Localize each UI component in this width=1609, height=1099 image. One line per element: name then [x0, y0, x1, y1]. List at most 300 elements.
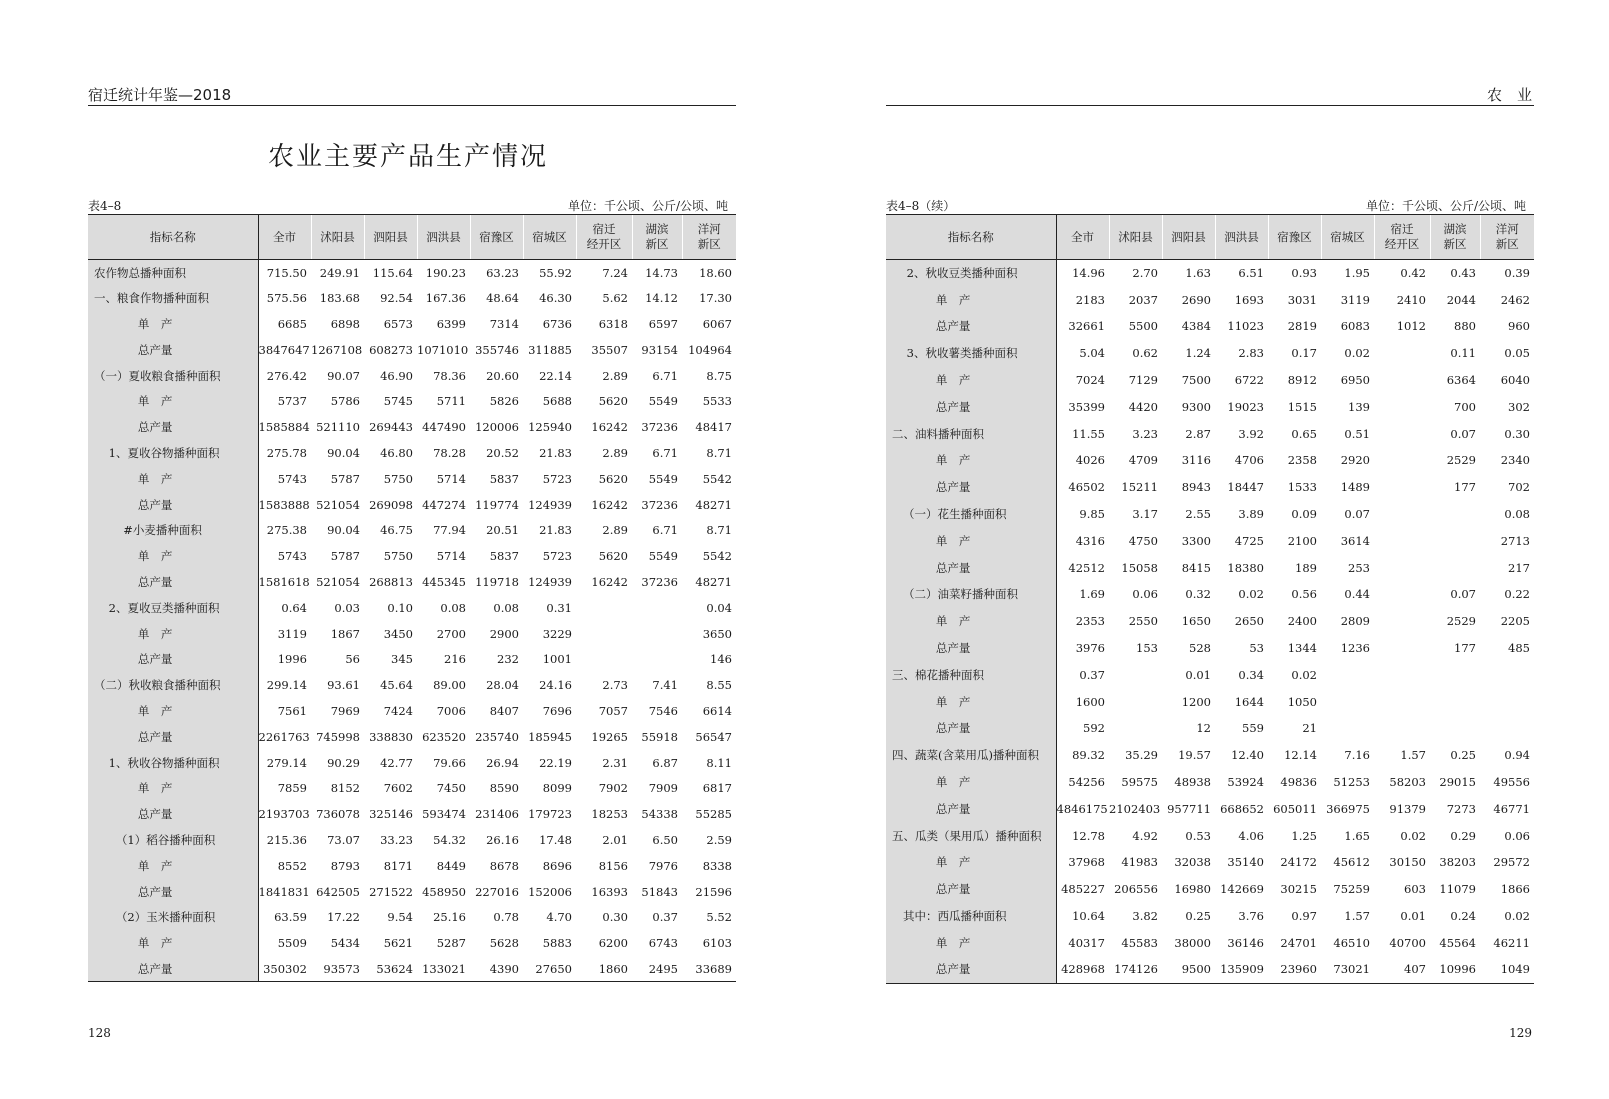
table-cell: 30215 [1280, 882, 1317, 897]
table-cell: 5743 [277, 471, 307, 486]
table-row [886, 635, 1534, 662]
table-cell: 37236 [641, 574, 678, 589]
table-cell: 0.02 [1400, 828, 1426, 843]
table-cell: 2102403 [1109, 801, 1161, 816]
table-row [886, 849, 1534, 876]
table-row [886, 420, 1534, 447]
table-cell: 5714 [436, 471, 466, 486]
table-cell: 56547 [695, 729, 732, 744]
table-cell: 46502 [1068, 480, 1105, 495]
table-cell: 458950 [422, 884, 466, 899]
table-cell: 4.70 [546, 910, 572, 925]
table-cell: 1581618 [258, 574, 310, 589]
table-row [886, 956, 1534, 983]
table-cell: 0.62 [1132, 346, 1158, 361]
table-cell: 32038 [1174, 855, 1211, 870]
table-cell: 3.76 [1238, 909, 1264, 924]
table-cell: 736078 [316, 807, 360, 822]
column-header: 洋河 新区 [1480, 215, 1534, 260]
table-cell: 7129 [1128, 373, 1158, 388]
column-header: 沭阳县 [1109, 215, 1162, 260]
row-label: 单 产 [88, 930, 258, 956]
table-cell: 5723 [542, 549, 572, 564]
table-cell: 0.07 [1450, 587, 1476, 602]
table-cell: 0.03 [334, 600, 360, 615]
table-cell: 745998 [316, 729, 360, 744]
table-row [886, 286, 1534, 313]
table-cell: 18253 [591, 807, 628, 822]
table-cell: 1.25 [1291, 828, 1317, 843]
table-cell: 16393 [591, 884, 628, 899]
table-cell: 0.07 [1450, 426, 1476, 441]
unit-label-left: 单位：千公顷、公斤/公顷、吨 [567, 199, 728, 213]
table-cell: 5621 [383, 936, 413, 951]
table-cell: 11.55 [1072, 426, 1105, 441]
table-cell: 19265 [591, 729, 628, 744]
table-cell: 22.14 [539, 368, 572, 383]
table-cell: 5500 [1128, 319, 1158, 334]
table-cell [632, 595, 682, 621]
column-header: 洋河 新区 [682, 215, 736, 260]
row-label: 单 产 [88, 466, 258, 492]
table-cell: 1489 [1340, 480, 1370, 495]
row-label: 总产量 [88, 801, 258, 827]
table-cell: 2353 [1075, 614, 1105, 629]
table-cell: 9.54 [387, 910, 413, 925]
table-cell: 3119 [277, 626, 307, 641]
table-cell [1374, 554, 1430, 581]
table-row [88, 440, 736, 466]
table-cell: 29572 [1493, 855, 1530, 870]
table-cell: 8678 [489, 858, 519, 873]
table-cell: 8590 [489, 781, 519, 796]
table-row [886, 554, 1534, 581]
table-cell: 445345 [422, 574, 466, 589]
table-cell: 146 [710, 652, 732, 667]
table-cell: 8099 [542, 781, 572, 796]
table-cell [1374, 367, 1430, 394]
table-cell: 36146 [1227, 935, 1264, 950]
table-cell: 21 [1302, 721, 1317, 736]
table-cell: 26.94 [486, 755, 519, 770]
table-cell: 5750 [383, 549, 413, 564]
table-cell: 1236 [1340, 641, 1370, 656]
table-cell: 15211 [1121, 480, 1158, 495]
table-cell: 38203 [1439, 855, 1476, 870]
table-cell: 275.38 [266, 523, 307, 538]
table-row [886, 876, 1534, 903]
row-label: 2、秋收豆类播种面积 [886, 260, 1056, 287]
table-cell: 5837 [489, 549, 519, 564]
table-cell: 0.39 [1504, 266, 1530, 281]
row-label: 单 产 [88, 698, 258, 724]
row-label: 2、夏收豆类播种面积 [88, 595, 258, 621]
table-cell: 0.93 [1291, 266, 1317, 281]
table-cell: 0.30 [602, 910, 628, 925]
table-cell: 8449 [436, 858, 466, 873]
table-cell: 5787 [330, 549, 360, 564]
table-cell: 485227 [1061, 882, 1105, 897]
table-cell: 8552 [277, 858, 307, 873]
table-cell: 9500 [1162, 956, 1215, 983]
table-cell: 38000 [1174, 935, 1211, 950]
table-cell: 45612 [1333, 855, 1370, 870]
table-cell: 0.07 [1344, 507, 1370, 522]
table-cell: 6200 [598, 936, 628, 951]
column-header: 全市 [1056, 215, 1109, 260]
table-cell: 5549 [648, 549, 678, 564]
table-cell: 4709 [1128, 453, 1158, 468]
table-cell: 90.04 [327, 523, 360, 538]
row-label: 单 产 [886, 688, 1056, 715]
table-cell: 53924 [1227, 775, 1264, 790]
table-cell: 49836 [1280, 775, 1317, 790]
row-label: 总产量 [88, 337, 258, 363]
table-cell: 623520 [422, 729, 466, 744]
row-label: 总产量 [88, 646, 258, 672]
row-label: 总产量 [88, 492, 258, 518]
table-cell [1480, 688, 1534, 715]
table-cell: 89.00 [433, 678, 466, 693]
table-cell: 0.24 [1450, 909, 1476, 924]
row-label: 单 产 [886, 367, 1056, 394]
table-cell: 37236 [641, 497, 678, 512]
table-cell: 3847647 [258, 342, 310, 357]
table-cell: 124939 [528, 497, 572, 512]
table-cell: 90.29 [327, 755, 360, 770]
table-cell: 0.94 [1504, 748, 1530, 763]
row-label: 总产量 [886, 635, 1056, 662]
table-cell [1109, 661, 1162, 688]
table-cell: 8152 [330, 781, 360, 796]
table-cell: 16980 [1174, 882, 1211, 897]
table-cell: 177 [1454, 641, 1476, 656]
table-cell: 5434 [330, 936, 360, 951]
table-cell: 0.51 [1344, 426, 1370, 441]
table-cell [1430, 501, 1480, 528]
table-row [88, 956, 736, 982]
row-label: 1、秋收谷物播种面积 [88, 750, 258, 776]
table-cell: 5883 [542, 936, 572, 951]
table-cell: 16242 [591, 497, 628, 512]
table-cell: 5714 [436, 549, 466, 564]
table-cell: 6.71 [652, 368, 678, 383]
table-cell: 185945 [528, 729, 572, 744]
row-label: 总产量 [886, 554, 1056, 581]
table-cell: 75259 [1333, 882, 1370, 897]
table-cell [576, 595, 632, 621]
table-cell: 5786 [330, 394, 360, 409]
table-cell: 120006 [475, 420, 519, 435]
table-cell: 90.07 [327, 368, 360, 383]
table-cell: 5542 [702, 549, 732, 564]
table-cell: 3.17 [1132, 507, 1158, 522]
column-header: 宿城区 [523, 215, 576, 260]
table-cell: 46.90 [380, 368, 413, 383]
running-header-left: 宿迁统计年鉴—2018 [88, 86, 232, 104]
table-row [88, 363, 736, 389]
table-cell: 269098 [369, 497, 413, 512]
table-cell: 73021 [1321, 956, 1374, 983]
table-row [88, 646, 736, 672]
table-cell: 21596 [695, 884, 732, 899]
table-cell: 18447 [1227, 480, 1264, 495]
table-cell: 715.50 [266, 265, 307, 280]
table-row [886, 608, 1534, 635]
column-header: 泗阳县 [364, 215, 417, 260]
column-header: 湖滨 新区 [1430, 215, 1480, 260]
unit-label-right: 单位：千公顷、公斤/公顷、吨 [1365, 199, 1526, 213]
table-header-row [88, 215, 736, 260]
column-header: 沭阳县 [311, 215, 364, 260]
table-cell: 41983 [1121, 855, 1158, 870]
table-cell: 447274 [422, 497, 466, 512]
table-cell: 8415 [1181, 560, 1211, 575]
table-cell [576, 621, 632, 647]
table-cell: 8.71 [706, 523, 732, 538]
table-cell: 25.16 [433, 910, 466, 925]
table-cell [1374, 474, 1430, 501]
table-cell: 235740 [475, 729, 519, 744]
table-cell: 4750 [1128, 533, 1158, 548]
column-header: 宿豫区 [1268, 215, 1321, 260]
table-cell: 35.29 [1125, 748, 1158, 763]
table-cell: 9.85 [1079, 507, 1105, 522]
table-cell: 11023 [1227, 319, 1264, 334]
table-cell: 5542 [702, 471, 732, 486]
table-cell: 33.23 [380, 832, 413, 847]
table-cell: 5787 [330, 471, 360, 486]
table-cell: 93573 [311, 956, 364, 982]
table-cell: 6898 [330, 316, 360, 331]
table-cell: 45.64 [380, 678, 413, 693]
table-cell: 12.40 [1231, 748, 1264, 763]
table-cell: 7902 [598, 781, 628, 796]
table-row [886, 393, 1534, 420]
row-label: 三、棉花播种面积 [886, 661, 1056, 688]
table-cell: 42512 [1068, 560, 1105, 575]
table-cell: 1515 [1287, 399, 1317, 414]
table-cell: 2100 [1287, 533, 1317, 548]
row-label: 总产量 [886, 313, 1056, 340]
table-cell: 8338 [702, 858, 732, 873]
table-cell: 2037 [1128, 292, 1158, 307]
row-label: 总产量 [886, 876, 1056, 903]
table-cell [1430, 661, 1480, 688]
table-cell: 559 [1242, 721, 1264, 736]
table-cell: 55918 [641, 729, 678, 744]
table-cell: 6040 [1500, 373, 1530, 388]
table-cell: 5723 [542, 471, 572, 486]
table-cell: 350302 [258, 956, 311, 982]
column-header: 泗洪县 [1215, 215, 1268, 260]
table-cell: 7.24 [602, 265, 628, 280]
table-row [886, 688, 1534, 715]
table-cell: 8171 [383, 858, 413, 873]
table-cell: 4.92 [1132, 828, 1158, 843]
table-cell: 0.17 [1291, 346, 1317, 361]
row-label: （一）花生播种面积 [886, 501, 1056, 528]
table-cell: 2713 [1500, 533, 1530, 548]
row-label: 农作物总播种面积 [88, 260, 258, 286]
table-cell: 1.57 [1400, 748, 1426, 763]
row-label: 总产量 [886, 474, 1056, 501]
table-cell: 0.30 [1504, 426, 1530, 441]
table-cell: 2.31 [602, 755, 628, 770]
row-label: 单 产 [88, 621, 258, 647]
table-cell: 5620 [598, 394, 628, 409]
table-row [886, 260, 1534, 287]
table-cell: 0.43 [1450, 266, 1476, 281]
table-cell: 428968 [1056, 956, 1109, 983]
table-cell: 575.56 [266, 291, 307, 306]
row-label: 单 产 [88, 775, 258, 801]
table-cell: 78.36 [433, 368, 466, 383]
row-label: 总产量 [88, 956, 258, 982]
table-cell: 125940 [528, 420, 572, 435]
row-label: #小麦播种面积 [88, 517, 258, 543]
table-cell: 56 [345, 652, 360, 667]
table-row [886, 581, 1534, 608]
table-cell: 17.48 [539, 832, 572, 847]
table-cell: 12.14 [1284, 748, 1317, 763]
table-cell: 19.57 [1178, 748, 1211, 763]
table-row [88, 724, 736, 750]
table-row [88, 260, 736, 286]
table-row [886, 929, 1534, 956]
row-label: 1、夏收谷物播种面积 [88, 440, 258, 466]
table-cell: 1.63 [1185, 266, 1211, 281]
page-number-right: 129 [1509, 1026, 1532, 1040]
row-label: 单 产 [886, 527, 1056, 554]
column-header: 宿迁 经开区 [576, 215, 632, 260]
table-row [88, 801, 736, 827]
table-cell [1321, 688, 1374, 715]
table-cell: 6399 [436, 316, 466, 331]
table-cell: 14.73 [645, 265, 678, 280]
table-cell: 93.61 [327, 678, 360, 693]
table-cell: 14.96 [1072, 266, 1105, 281]
table-cell: 21.83 [539, 523, 572, 538]
table-cell: 37968 [1068, 855, 1105, 870]
table-cell: 26.16 [486, 832, 519, 847]
table-cell: 2495 [632, 956, 682, 982]
table-cell: 6573 [383, 316, 413, 331]
table-cell: 338830 [369, 729, 413, 744]
table-cell [632, 621, 682, 647]
table-cell: 668652 [1220, 801, 1264, 816]
table-cell: 139 [1348, 399, 1370, 414]
table-row [88, 388, 736, 414]
table-cell: 1585884 [258, 420, 310, 435]
table-cell: 269443 [369, 420, 413, 435]
table-cell: 3.92 [1238, 426, 1264, 441]
table-cell [1430, 688, 1480, 715]
table-cell [1374, 688, 1430, 715]
table-cell: 7602 [383, 781, 413, 796]
table-cell: 42.77 [380, 755, 413, 770]
table-cell: 1012 [1396, 319, 1426, 334]
row-label: 单 产 [88, 543, 258, 569]
row-label: （二）秋收粮食播种面积 [88, 672, 258, 698]
table-cell: 5737 [277, 394, 307, 409]
row-label: 总产量 [886, 393, 1056, 420]
table-cell: 174126 [1109, 956, 1162, 983]
table-cell: 206556 [1114, 882, 1158, 897]
table-cell: 0.29 [1450, 828, 1476, 843]
table-cell: 2.55 [1185, 507, 1211, 522]
table-cell: 485 [1508, 641, 1530, 656]
table-cell: 6083 [1340, 319, 1370, 334]
table-cell: 521054 [316, 574, 360, 589]
table-cell: 2261763 [258, 729, 310, 744]
table-row [886, 501, 1534, 528]
table-cell: 46211 [1493, 935, 1530, 950]
column-header: 指标名称 [886, 215, 1056, 260]
table-cell: 3300 [1181, 533, 1211, 548]
table-cell: 2529 [1446, 614, 1476, 629]
column-header: 泗阳县 [1162, 215, 1215, 260]
column-header: 宿城区 [1321, 215, 1374, 260]
table-cell: 5549 [648, 394, 678, 409]
table-cell: 179723 [528, 807, 572, 822]
table-row [88, 775, 736, 801]
row-label: 四、蔬菜(含菜用瓜)播种面积 [886, 742, 1056, 769]
table-cell: 0.25 [1185, 909, 1211, 924]
table-cell: 189 [1295, 560, 1317, 575]
table-cell: 7006 [436, 703, 466, 718]
table-cell: 0.42 [1400, 266, 1426, 281]
table-cell: 3650 [702, 626, 732, 641]
table-cell: 167.36 [425, 291, 466, 306]
table-cell: 0.08 [440, 600, 466, 615]
table-cell: 16242 [591, 420, 628, 435]
table-cell: 1200 [1181, 694, 1211, 709]
table-cell: 2550 [1128, 614, 1158, 629]
table-cell: 2183 [1075, 292, 1105, 307]
table-cell: 528 [1189, 641, 1211, 656]
table-row [88, 904, 736, 930]
table-row [886, 447, 1534, 474]
table-cell: 2462 [1500, 292, 1530, 307]
table-cell: 4384 [1181, 319, 1211, 334]
table-row [886, 527, 1534, 554]
table-cell: 6.50 [652, 832, 678, 847]
table-cell: 7450 [436, 781, 466, 796]
table-cell: 6614 [702, 703, 732, 718]
table-row [886, 769, 1534, 796]
table-cell: 2.70 [1132, 266, 1158, 281]
table-cell [632, 646, 682, 672]
table-row [88, 698, 736, 724]
table-cell: 1.24 [1185, 346, 1211, 361]
table-cell: 45583 [1121, 935, 1158, 950]
table-cell: 0.56 [1291, 587, 1317, 602]
table-cell: 0.37 [1079, 667, 1105, 682]
table-cell [1374, 340, 1430, 367]
table-cell: 33689 [682, 956, 736, 982]
table-cell: 1996 [277, 652, 307, 667]
table-cell: 2.59 [706, 832, 732, 847]
table-cell: 1344 [1287, 641, 1317, 656]
table-row [886, 474, 1534, 501]
row-label: 单 产 [886, 769, 1056, 796]
table-row [88, 595, 736, 621]
table-cell: 2.73 [602, 678, 628, 693]
table-cell: 5745 [383, 394, 413, 409]
table-cell: 2900 [489, 626, 519, 641]
table-cell [1374, 581, 1430, 608]
